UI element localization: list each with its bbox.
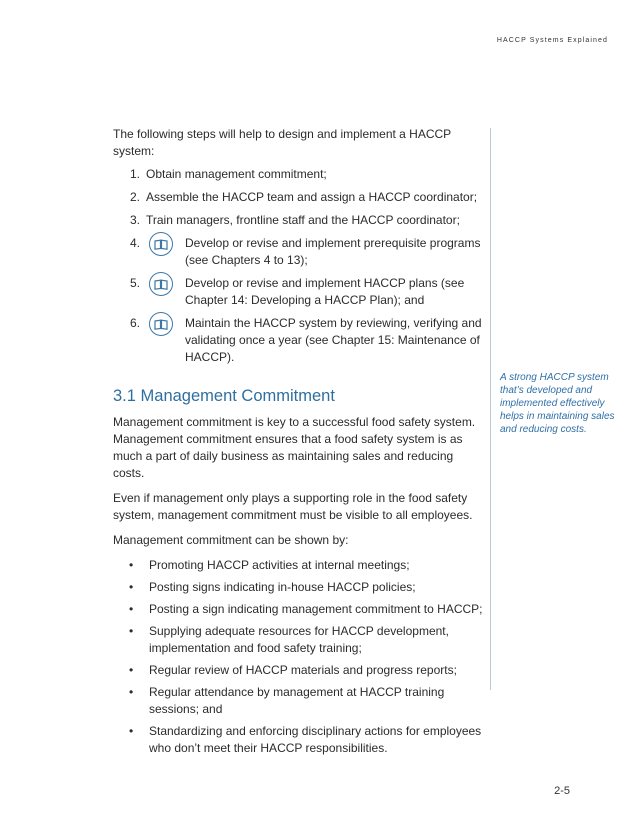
list-item-text: Promoting HACCP activities at internal meetings; bbox=[149, 558, 410, 572]
list-item-text: Posting signs indicating in-house HACCP policies; bbox=[149, 580, 416, 594]
step-text: Train managers, frontline staff and the HACCP coordinator; bbox=[146, 213, 460, 227]
step-number: 6. bbox=[130, 316, 141, 330]
margin-rule bbox=[490, 128, 491, 690]
bullet-icon: • bbox=[129, 558, 134, 572]
section-heading: 3.1 Management Commitment bbox=[113, 387, 335, 405]
step-text: Maintain the HACCP system by reviewing, verifying and validating once a year (see Chapter 15: Maintenance of HACCP). bbox=[185, 316, 482, 364]
page-number: 2-5 bbox=[554, 785, 570, 797]
paragraph: Even if management only plays a supporting role in the food safety system, management commitment must be visible to all employees. bbox=[113, 491, 473, 522]
book-icon bbox=[149, 272, 173, 296]
step-item bbox=[130, 212, 483, 229]
step-number: 1. bbox=[130, 167, 141, 181]
running-header: HACCP Systems Explained bbox=[496, 37, 608, 44]
steps-list bbox=[113, 166, 483, 366]
list-item-text: Standardizing and enforcing disciplinary actions for employees who don’t meet their HACCP responsibilities. bbox=[149, 724, 482, 755]
bullet-icon: • bbox=[129, 663, 134, 677]
list-item-text: Regular attendance by management at HACCP training sessions; and bbox=[149, 685, 445, 716]
bullet-icon: • bbox=[129, 602, 134, 616]
list-item bbox=[129, 662, 483, 679]
bullet-icon: • bbox=[129, 624, 134, 638]
list-item bbox=[129, 601, 483, 618]
list-item bbox=[129, 557, 483, 574]
step-number: 2. bbox=[130, 190, 141, 204]
step-item bbox=[130, 189, 483, 206]
bullet-icon: • bbox=[129, 685, 134, 699]
list-item bbox=[129, 684, 483, 718]
paragraph: Management commitment is key to a successful food safety system. Management commitment ensures that a food safety system is as much a part of daily business as maintaining sales and reducing costs. bbox=[113, 415, 476, 480]
bullet-icon: • bbox=[129, 724, 134, 738]
step-item bbox=[130, 315, 483, 366]
bullet-list bbox=[113, 557, 483, 757]
list-item-text: Regular review of HACCP materials and progress reports; bbox=[149, 663, 457, 677]
intro-text: The following steps will help to design and implement a HACCP system: bbox=[113, 127, 451, 158]
step-text: Develop or revise and implement HACCP plans (see Chapter 14: Developing a HACCP Plan); and bbox=[185, 276, 465, 307]
book-icon bbox=[149, 312, 173, 336]
list-item bbox=[129, 579, 483, 596]
list-item bbox=[129, 723, 483, 757]
step-item bbox=[130, 275, 483, 309]
step-text: Assemble the HACCP team and assign a HACCP coordinator; bbox=[146, 190, 478, 204]
paragraph: Management commitment can be shown by: bbox=[113, 533, 349, 547]
book-icon bbox=[149, 232, 173, 256]
step-text: Develop or revise and implement prerequisite programs (see Chapters 4 to 13); bbox=[185, 236, 481, 267]
bullet-icon: • bbox=[129, 580, 134, 594]
step-text: Obtain management commitment; bbox=[146, 167, 327, 181]
step-number: 5. bbox=[130, 276, 141, 290]
step-item bbox=[130, 166, 483, 183]
step-item bbox=[130, 235, 483, 269]
step-number: 4. bbox=[130, 236, 141, 250]
list-item-text: Supplying adequate resources for HACCP development, implementation and food safety training; bbox=[149, 624, 449, 655]
sidenote: A strong HACCP system that’s developed and implemented effectively helps in maintaining sales and reducing costs. bbox=[500, 372, 615, 435]
step-number: 3. bbox=[130, 213, 141, 227]
main-content bbox=[113, 126, 483, 762]
list-item bbox=[129, 623, 483, 657]
list-item-text: Posting a sign indicating management commitment to HACCP; bbox=[149, 602, 483, 616]
